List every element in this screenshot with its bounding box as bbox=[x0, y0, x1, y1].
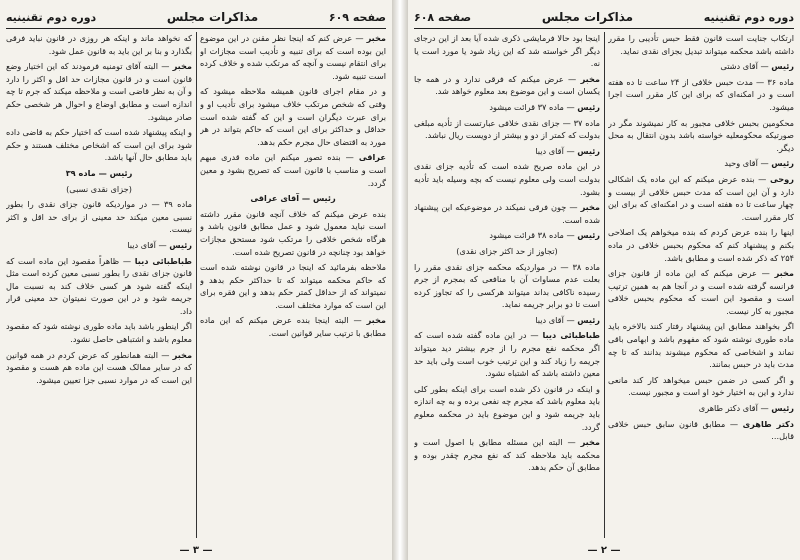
page-number-label: صفحه ۶۰۹ bbox=[328, 10, 386, 24]
page-header bbox=[414, 6, 794, 29]
left-page bbox=[0, 0, 392, 560]
speech-paragraph: طباطبائی دیبا — در این ماده گفته شده است که اگر محکمه نفع مجرم را از جرم بیشتر دید میتواند جریمه را زیاد کند و این ترتیب خوب است ولی باید حد معین داشته باشد که اشتباه نشود. bbox=[414, 330, 600, 379]
speech-text: عرض میکنم که فرقی ندارد و در همه جا یکسان است و این موضوع بعد معلوم خواهد شد. bbox=[414, 73, 600, 97]
text-paragraph: اگر اینطور باشد باید ماده طوری نوشته شود که مقصود معلوم باشد و اشتباهی حاصل نشود. bbox=[6, 321, 192, 345]
text-paragraph: ماده ۳۹ — در مواردیکه قانون جزای نقدی را بطور نسبی معین میکند حد معینی از برای حد اقل و اکثر نیست. bbox=[6, 199, 192, 235]
speech-text: در این ماده گفته شده است که اگر محکمه نفع مجرم را از جرم بیشتر دید میتواند جریمه را زیاد کند و این ترتیب خوب است ولی باید حد معین داشته باشد که اشتباه نشود. bbox=[414, 330, 600, 379]
speech-text: البته اینجا بنده عرض میکنم که این ماده مطابق با ترتیب سایر قوانین است. bbox=[200, 315, 386, 339]
speaker-name: مخبر bbox=[172, 349, 192, 360]
speech-text: البته همانطور که عرض کردم در همه قوانین که در سایر ممالک هست این ماده هم هست و مقصود این است که در موارد نسبی جزا تعیین میشود. bbox=[6, 349, 192, 385]
speaker-name: مخبر bbox=[580, 202, 600, 213]
speech-paragraph: دکتر طاهری — مطابق قانون سابق حبس خلافی قابل... bbox=[608, 418, 794, 442]
speech-paragraph: رئیس — ماده ۳۸ قرائت میشود bbox=[489, 230, 600, 241]
speech-paragraph: رئیس — آقای دیبا bbox=[535, 145, 600, 156]
running-title: مذاکرات مجلس bbox=[541, 10, 634, 24]
speech-paragraph: مخبر — عرض میکنم که فرقی ندارد و در همه جا یکسان است و این موضوع بعد معلوم خواهد شد. bbox=[414, 73, 600, 97]
text-column-right bbox=[608, 32, 794, 538]
speaker-name: رئیس bbox=[577, 314, 600, 325]
right-page bbox=[408, 0, 800, 560]
speech-paragraph: طباطبائی دیبا — ظاهراً مقصود این ماده است که قانون جزای نقدی را بطور نسبی معین کرده است مثل اینکه گفته شود هر کسی خلاف کند به نسبت مال جریمه شود و در این صورت نمیتوان حد معینی قرار داد. bbox=[6, 255, 192, 316]
speaker-name: رئیس bbox=[169, 239, 192, 250]
speech-text: چون فرقی نمیکند در موضوعیکه این پیشنهاد شده است. bbox=[414, 202, 600, 225]
text-column-left bbox=[6, 32, 192, 538]
speech-paragraph: روحی — بنده عرض میکنم که این ماده یک اشکالی دارد و آن این است که مدت حبس خلافی از بیست و چهار ساعت تا ده هفته است و در امکنه‌ای که برای این کار مقرر است. bbox=[608, 173, 794, 222]
speech-text: ماده ۳۷ قرائت میشود bbox=[489, 101, 564, 112]
speech-paragraph: مخبر — البته این مسئله مطابق با اصول است و محکمه باید ملاحظه کند که نفع مجرم چقدر بوده و مطابق آن حکم بدهد. bbox=[414, 437, 600, 473]
text-paragraph: ماده ۳۸ — در مواردیکه محکمه جزای نقدی مقرر را بعلت عدم مساوات آن با منافعی که بمجرم از جرم رسیده ناکافی بداند میتواند هرکسی را که تجاوز کرده است تا دو برابر جریمه نماید. bbox=[414, 261, 600, 310]
page-body bbox=[414, 32, 794, 538]
speech-text: ظاهراً مقصود این ماده است که قانون جزای نقدی را بطور نسبی معین کرده است مثل اینکه گفته شود هر کسی خلاف کند به نسبت مال جریمه شود و در این صورت نمیتوان حد معینی قرار داد. bbox=[6, 255, 192, 316]
text-paragraph: اینجا بود حالا فرمایشی ذکری شده آیا بعد از این درجای دیگر اگر خواسته شد که این زیاد شود یا مورد است یا نه. bbox=[414, 33, 600, 69]
speech-paragraph: مخبر — عرض کنم که اینجا نظر مقنن در این موضوع این بوده است که برای تنبیه و تأدیب است مجازات او برای انتقام نیست و آنچه که مرتکب شده و خلاف کرده است تنبیه شود. bbox=[200, 33, 386, 81]
section-heading: رئیس — ماده ۳۹ bbox=[65, 167, 133, 178]
speaker-name: رئیس bbox=[771, 403, 794, 414]
speech-paragraph: مخبر — عرض میکنم که این ماده از قانون جزای فرانسه گرفته شده است و در آنجا هم به همین ترتیب است و مقصود این است که محکوم بحبس خلافی مجبور به کار نیست. bbox=[608, 268, 794, 316]
speaker-name: طباطبائی دیبا bbox=[542, 330, 600, 341]
page-footer: — ۳ — bbox=[179, 545, 213, 556]
speech-paragraph: رئیس — ماده ۳۷ قرائت میشود bbox=[489, 101, 600, 112]
text-paragraph: و اینکه در قانون ذکر شده است برای اینکه بطور کلی باید معلوم باشد که مجرم چه نفعی برده و به چه اندازه باید جریمه شود و این موضوع باید در محکمه معلوم گردد. bbox=[414, 383, 600, 432]
article-caption: (جزای نقدی نسبی) bbox=[66, 183, 132, 194]
speaker-name: مخبر bbox=[580, 437, 600, 448]
page-body bbox=[6, 32, 386, 538]
speech-text: البته این مسئله مطابق با اصول است و محکمه باید ملاحظه کند که نفع مجرم چقدر بوده و مطابق آن حکم بدهد. bbox=[414, 437, 600, 473]
session-label: دوره دوم تقنینیه bbox=[6, 10, 97, 24]
speaker-name: مخبر bbox=[366, 33, 386, 43]
text-paragraph: ملاحظه بفرمائید که اینجا در قانون نوشته شده است که حاکم محکمه میتواند که تا حداکثر حکم بدهد و نمیتواند که از حداقل کمتر حکم بدهد و این فقره برای این است که موارد مختلف است. bbox=[200, 262, 386, 310]
speech-paragraph: مخبر — البته اینجا بنده عرض میکنم که این ماده مطابق با ترتیب سایر قوانین است. bbox=[200, 315, 386, 339]
session-label: دوره دوم تقنینیه bbox=[703, 10, 794, 24]
text-paragraph: اینها را بنده عرض کردم که بنده میخواهم یک اصلاحی بکنم و پیشنهاد کنم که محکوم بحبس خلافی در ماده ۲۵۴ که ذکر شده است و مطابق باشد. bbox=[608, 227, 794, 263]
speech-paragraph: عراقی — بنده تصور میکنم این ماده قدری مبهم است و مناسب با قانون است که تصریح بشود و معین گردد. bbox=[200, 152, 386, 188]
speech-paragraph: رئیس — آقای وحید bbox=[724, 158, 794, 169]
speaker-name: طباطبائی دیبا bbox=[134, 255, 192, 266]
running-title: مذاکرات مجلس bbox=[166, 10, 259, 24]
speaker-name: مخبر bbox=[172, 61, 192, 72]
speaker-name: رئیس bbox=[577, 101, 600, 112]
speech-text: عرض کنم که اینجا نظر مقنن در این موضوع این بوده است که برای تنبیه و تأدیب است مجازات او برای انتقام نیست و آنچه که مرتکب شده و خلاف کرده است تنبیه شود. bbox=[200, 33, 386, 81]
speech-text: آقای دشتی bbox=[720, 61, 758, 72]
speech-paragraph: مخبر — چون فرقی نمیکند در موضوعیکه این پیشنهاد شده است. bbox=[414, 202, 600, 225]
speaker-name: رئیس bbox=[771, 61, 794, 72]
text-paragraph: ماده ۳۷ — جزای نقدی خلافی عبارتست از تأدیه مبلغی بدولت که کمتر از دو و بیشتر از دویست ریال نباشد. bbox=[414, 117, 600, 141]
text-paragraph: اگر بخواهند مطابق این پیشنهاد رفتار کنند بالاخره باید ماده طوری نوشته شود که مفهوم باشد و ابهامی باقی نماند و اشخاصی که محکوم میشوند بدانند که تا چه مدت باید در حبس بمانند. bbox=[608, 321, 794, 370]
speech-text: بنده تصور میکنم این ماده قدری مبهم است و مناسب با قانون است که تصریح بشود و معین گردد. bbox=[200, 152, 386, 188]
speech-text: آقای دیبا bbox=[127, 239, 156, 250]
text-paragraph: و اگر کسی در ضمن حبس میخواهد کار کند مانعی ندارد و این به اختیار خود او است و مجبور نیست. bbox=[608, 374, 794, 398]
page-number-label: صفحه ۶۰۸ bbox=[414, 10, 472, 24]
speech-text: ماده ۳۸ قرائت میشود bbox=[489, 230, 564, 241]
text-paragraph: که نخواهد ماند و اینکه هر روزی در قانون نباید فرقی بگذارد و بنا بر این باید به قانون عمل شود. bbox=[6, 33, 192, 56]
speaker-name: مخبر bbox=[580, 73, 600, 84]
speaker-name: روحی bbox=[769, 173, 794, 184]
speech-text: آقای دیبا bbox=[535, 145, 564, 156]
speaker-name: رئیس bbox=[771, 158, 794, 169]
speaker-name: مخبر bbox=[366, 315, 386, 326]
speech-text: مطابق قانون سابق حبس خلافی قابل... bbox=[608, 418, 794, 442]
speaker-name: دکتر طاهری bbox=[742, 418, 794, 429]
text-paragraph: ماده ۳۶ — مدت حبس خلافی از ۲۴ ساعت تا ده هفته است و در امکنه‌ای که برای این کار مقرر است اجرا میشود. bbox=[608, 76, 794, 112]
speech-text: البته آقای تومنیه فرمودند که این اختیار وضع قانون است و در قانون مجازات حد اقل و اکثر را دارد و آن به نظر قاضی است و ملاحظه میکند که جرم تا چه اندازه است و مطابق اوضاع و احوال هر شخصی حکم صادر میشود. bbox=[6, 61, 192, 122]
speech-text: عرض میکنم که این ماده از قانون جزای فرانسه گرفته شده است و در آنجا هم به همین ترتیب است و مقصود این است که محکوم بحبس خلافی مجبور به کار نیست. bbox=[608, 268, 794, 316]
column-divider bbox=[604, 32, 605, 538]
page-header bbox=[6, 6, 386, 29]
section-heading: رئیس — آقای عراقی bbox=[250, 193, 336, 204]
speech-paragraph: رئیس — آقای دکتر طاهری bbox=[698, 403, 794, 414]
speaker-name: مخبر bbox=[774, 268, 794, 279]
page-footer: — ۲ — bbox=[587, 545, 621, 556]
text-paragraph: محکومین بحبس خلافی مجبور به کار نمیشوند مگر در صورتیکه محکومعلیه خواسته باشد بدون انتقال به محل دیگر. bbox=[608, 117, 794, 153]
speech-paragraph: مخبر — البته همانطور که عرض کردم در همه قوانین که در سایر ممالک هست این ماده هم هست و مقصود این است که در موارد نسبی جزا تعیین میشود. bbox=[6, 349, 192, 385]
book-gutter bbox=[392, 0, 408, 560]
text-column-right bbox=[200, 32, 386, 538]
speech-paragraph: رئیس — آقای دشتی bbox=[720, 61, 794, 72]
speaker-name: رئیس bbox=[577, 230, 600, 241]
text-paragraph: در این ماده صریح شده است که تأدیه جزای نقدی بدولت است ولی معلوم نیست که بچه وسیله باید تأدیه بشود. bbox=[414, 161, 600, 197]
speech-paragraph: مخبر — البته آقای تومنیه فرمودند که این اختیار وضع قانون است و در قانون مجازات حد اقل و اکثر را دارد و آن به نظر قاضی است و ملاحظه میکند که جرم تا چه اندازه است و مطابق اوضاع و احوال هر شخصی حکم صادر میشود. bbox=[6, 61, 192, 122]
speech-text: آقای وحید bbox=[724, 158, 758, 169]
speech-text: آقای دیبا bbox=[535, 314, 564, 325]
column-divider bbox=[196, 32, 197, 538]
article-caption: (تجاوز از حد اکثر جزای نقدی) bbox=[456, 245, 558, 256]
text-column-left bbox=[414, 32, 600, 538]
speech-text: آقای دکتر طاهری bbox=[698, 403, 758, 414]
text-paragraph: و در مقام اجرای قانون همیشه ملاحظه میشود که وقتی که شخص مرتکب خلاف میشود برای تأدیب او و برای عبرت دیگران است و این که گفته شده است حداقل و حداکثر برای این است که حاکم بتواند در هر مورد به اقتضای حال مجرم حکم بدهد. bbox=[200, 86, 386, 147]
text-paragraph: بنده عرض میکنم که خلاف آنچه قانون مقرر داشته است نباید معمول شود و عمل مطابق قانون باشد و هرگاه شخص خلافی را مرتکب شود مستحق مجازات خواهد بود چنانچه در قانون تصریح شده است. bbox=[200, 208, 386, 257]
speech-paragraph: رئیس — آقای دیبا bbox=[127, 239, 192, 250]
text-paragraph: ارتکاب جنایت است قانون فقط حبس تأدیبی را مقرر داشته باشد محکمه میتواند تبدیل بجزای نقدی نماید. bbox=[608, 33, 794, 56]
speech-text: بنده عرض میکنم که این ماده یک اشکالی دارد و آن این است که مدت حبس خلافی از بیست و چهار ساعت تا ده هفته است و در امکنه‌ای که برای این کار مقرر است. bbox=[608, 173, 794, 222]
speech-paragraph: رئیس — آقای دیبا bbox=[535, 314, 600, 325]
speaker-name: عراقی bbox=[358, 152, 386, 163]
speaker-name: رئیس bbox=[577, 145, 600, 156]
text-paragraph: و اینکه پیشنهاد شده است که اختیار حکم به قاضی داده شود برای این است که اشخاص مختلف هستند و حکم باید مطابق حال آنها باشد. bbox=[6, 127, 192, 163]
